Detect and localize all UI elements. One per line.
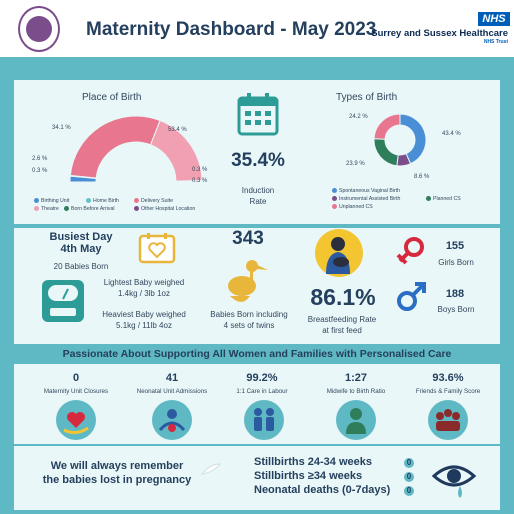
stat-label: Midwife to Birth Ratio: [326, 388, 386, 395]
babies-born-label-1: Babies Born including: [210, 310, 288, 319]
girls-born-value: 155: [445, 240, 465, 252]
scale-icon: [42, 280, 84, 322]
pob-label-home-birth: 0.3 %: [32, 168, 48, 174]
legend-swatch: [34, 198, 39, 203]
two-people-icon: [244, 400, 284, 440]
pob-legend-5: [134, 206, 195, 212]
female-symbol-icon: [394, 234, 428, 268]
stat-value: 1:27: [344, 372, 368, 384]
tob-legend-1: [332, 196, 400, 202]
pob-legend-4: [64, 206, 115, 212]
care-banner: Passionate About Supporting All Women and Families with Personalised Care: [62, 348, 452, 360]
busiest-day-title: Busiest Day: [49, 231, 113, 243]
busiest-day-babies: 20 Babies Born: [53, 262, 109, 271]
calendar-icon: [236, 92, 280, 138]
stat-value: 41: [165, 372, 179, 384]
pob-label-birthing-unit: 2.6 %: [32, 156, 48, 162]
tob-legend-2: [426, 196, 461, 202]
babies-born-value: 343: [232, 228, 264, 249]
header: [0, 0, 514, 56]
tob-label-svb: 43.4 %: [442, 131, 461, 137]
lightest-baby-label: Lightest Baby weighed: [103, 278, 185, 287]
trust-label: NHS Trust: [483, 39, 508, 45]
stat-value: 99.2%: [246, 372, 278, 384]
types-of-birth-title: Types of Birth: [336, 92, 398, 103]
breastfeeding-label-1: Breastfeeding Rate: [307, 315, 377, 324]
legend-label: Theatre: [41, 206, 59, 212]
types-of-birth-chart: [372, 112, 428, 168]
legend-swatch: [332, 196, 337, 201]
legend-swatch: [34, 206, 39, 211]
legend-label: Instrumental Assisted Birth: [339, 196, 401, 202]
eye-tear-icon: [430, 456, 478, 502]
baby-care-icon: [152, 400, 192, 440]
male-symbol-icon: [394, 280, 428, 314]
neonatal-deaths-value: 0: [404, 486, 414, 496]
legend-swatch: [64, 206, 69, 211]
stillbirths-34-plus-label: Stillbirths ≥34 weeks: [254, 470, 363, 482]
tob-legend-3: [332, 204, 373, 210]
pob-label-bba: 0.3 %: [192, 167, 208, 173]
pob-legend-2: [134, 198, 173, 204]
tob-slice-planned-cs: [374, 139, 398, 166]
lightest-baby-weight: 1.4kg / 3lb 1oz: [117, 289, 171, 298]
babies-born-label-2: 4 sets of twins: [223, 321, 275, 330]
breastfeeding-label-2: at first feed: [322, 326, 362, 335]
legend-label: Other Hospital Location: [141, 206, 196, 212]
stillbirths-24-34-label: Stillbirths 24-34 weeks: [254, 456, 372, 468]
nhs-logo: NHS: [478, 12, 510, 26]
pob-label-other: 0.3 %: [192, 178, 208, 184]
page-title: Maternity Dashboard - May 2023: [86, 19, 377, 40]
legend-label: Delivery Suite: [141, 198, 174, 204]
stat-label: Friends & Family Score: [415, 388, 481, 395]
induction-label-1: Induction: [241, 186, 275, 195]
memorial-line-1: We will always remember: [50, 460, 184, 472]
tob-label-unplanned: 24.2 %: [349, 114, 368, 120]
pob-slice-delivery-suite: [70, 116, 160, 178]
place-of-birth-title: Place of Birth: [82, 92, 142, 103]
tob-label-planned: 23.9 %: [346, 161, 365, 167]
stat-value: 93.6%: [432, 372, 464, 384]
calendar-heart-icon: [138, 232, 176, 264]
legend-swatch: [426, 196, 431, 201]
legend-swatch: [332, 204, 337, 209]
stat-label: Maternity Unit Closures: [43, 388, 109, 395]
stillbirths-34-plus-value: 0: [404, 472, 414, 482]
stat-label: Neonatal Unit Admissions: [136, 388, 208, 395]
stork-icon: [222, 256, 270, 308]
memorial-line-2: the babies lost in pregnancy: [42, 474, 192, 486]
induction-rate-value: 35.4%: [231, 150, 285, 171]
legend-swatch: [332, 188, 337, 193]
pob-legend-3: [34, 206, 59, 212]
stillbirths-24-34-value: 0: [404, 458, 414, 468]
pob-label-theatre: 34.1 %: [52, 125, 71, 131]
legend-label: Born Before Arrival: [71, 206, 115, 212]
legend-label: Spontaneous Vaginal Birth: [339, 188, 401, 194]
mvp-seal-logo: [18, 6, 60, 52]
heart-hand-icon: [56, 400, 96, 440]
girls-born-label: Girls Born: [438, 258, 474, 267]
tob-slice-unplanned-cs: [374, 114, 400, 139]
legend-label: Unplanned CS: [339, 204, 373, 210]
stat-label: 1:1 Care in Labour: [236, 388, 288, 395]
legend-label: Home Birth: [93, 198, 119, 204]
stat-value: 0: [72, 372, 80, 384]
breastfeeding-icon: [314, 228, 364, 278]
neonatal-deaths-label: Neonatal deaths (0-7days): [254, 484, 391, 496]
place-of-birth-chart: [36, 108, 236, 198]
feather-icon: [200, 462, 222, 476]
legend-label: Birthing Unit: [41, 198, 70, 204]
boys-born-label: Boys Born: [437, 305, 475, 314]
midwife-icon: [336, 400, 376, 440]
breastfeeding-rate-value: 86.1%: [310, 284, 376, 310]
induction-label-2: Rate: [249, 197, 267, 206]
pob-legend-0: [34, 198, 69, 204]
org-name: Surrey and Sussex Healthcare: [371, 28, 508, 39]
pob-legend-1: [86, 198, 119, 204]
busiest-day-date: 4th May: [60, 243, 102, 255]
boys-born-value: 188: [445, 288, 465, 300]
legend-label: Planned CS: [433, 196, 461, 202]
legend-swatch: [134, 206, 139, 211]
family-icon: [26, 16, 52, 42]
heaviest-baby-label: Heaviest Baby weighed: [102, 310, 186, 319]
tob-label-instrumental: 8.6 %: [414, 174, 430, 180]
group-icon: [428, 400, 468, 440]
heaviest-baby-weight: 5.1kg / 11lb 4oz: [116, 321, 172, 330]
legend-swatch: [86, 198, 91, 203]
legend-swatch: [134, 198, 139, 203]
pob-label-delivery-suite: 53.4 %: [168, 127, 187, 133]
tob-legend-0: [332, 188, 400, 194]
